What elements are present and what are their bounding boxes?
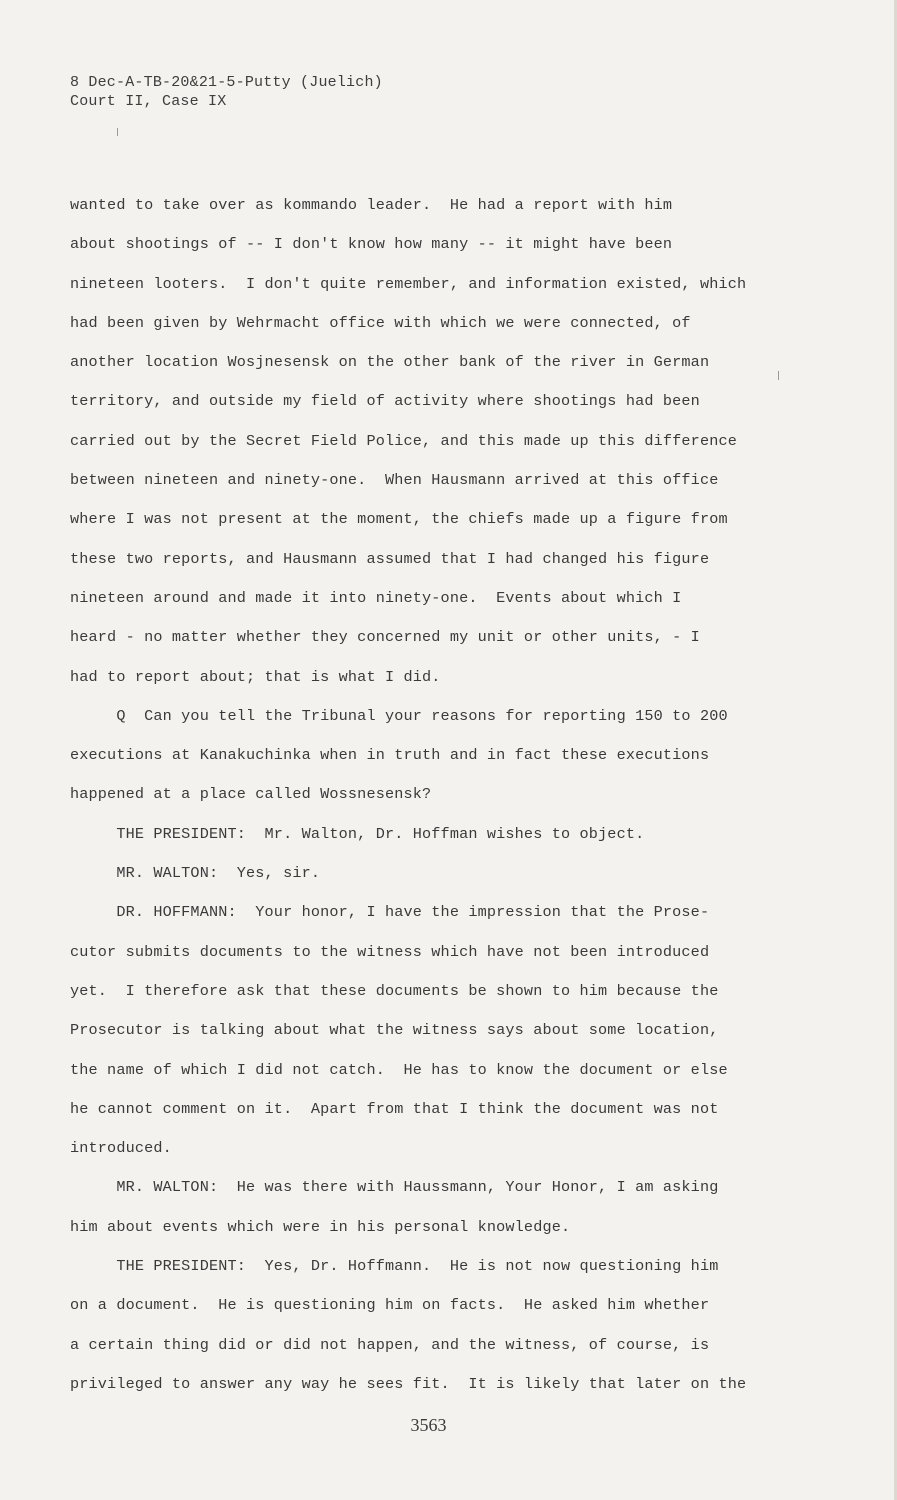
transcript-line: THE PRESIDENT: Mr. Walton, Dr. Hoffman wishes to object. <box>70 824 645 843</box>
transcript-line: nineteen around and made it into ninety-one. Events about which I <box>70 588 682 607</box>
transcript-line: THE PRESIDENT: Yes, Dr. Hoffmann. He is not now questioning him <box>70 1257 719 1276</box>
transcript-line: where I was not present at the moment, the chiefs made up a figure from <box>70 510 728 529</box>
transcript-body <box>70 186 790 1404</box>
transcript-line: privileged to answer any way he sees fit. It is likely that later on the <box>70 1374 747 1393</box>
header-court: Court II, Case IX <box>70 93 227 110</box>
transcript-line: had to report about; that is what I did. <box>70 667 441 686</box>
transcript-line: territory, and outside my field of activity where shootings had been <box>70 392 700 411</box>
transcript-line: Prosecutor is talking about what the witness says about some location, <box>70 1021 719 1040</box>
transcript-line: Q Can you tell the Tribunal your reasons for reporting 150 to 200 <box>70 706 728 725</box>
transcript-line: happened at a place called Wossnesensk? <box>70 785 432 804</box>
transcript-line: the name of which I did not catch. He has to know the document or else <box>70 1060 728 1079</box>
transcript-line: nineteen looters. I don't quite remember, and information existed, which <box>70 274 747 293</box>
document-header <box>70 73 383 111</box>
transcript-line: had been given by Wehrmacht office with which we were connected, of <box>70 313 691 332</box>
page-number: 3563 <box>410 1415 447 1435</box>
transcript-line: yet. I therefore ask that these documents be shown to him because the <box>70 981 719 1000</box>
transcript-line: DR. HOFFMANN: Your honor, I have the impression that the Prose- <box>70 903 710 922</box>
transcript-line: introduced. <box>70 1139 172 1158</box>
transcript-line: executions at Kanakuchinka when in truth and in fact these executions <box>70 746 710 765</box>
transcript-line: he cannot comment on it. Apart from that I think the document was not <box>70 1099 719 1118</box>
header-reference: 8 Dec-A-TB-20&21-5-Putty (Juelich) <box>70 74 383 91</box>
transcript-line: MR. WALTON: He was there with Haussmann, Your Honor, I am asking <box>70 1178 719 1197</box>
transcript-line: these two reports, and Hausmann assumed that I had changed his figure <box>70 549 710 568</box>
transcript-line: cutor submits documents to the witness which have not been introduced <box>70 942 710 961</box>
transcript-line: MR. WALTON: Yes, sir. <box>70 864 321 883</box>
transcript-line: about shootings of -- I don't know how many -- it might have been <box>70 235 673 254</box>
transcript-line: on a document. He is questioning him on facts. He asked him whether <box>70 1296 710 1315</box>
stray-mark <box>117 128 118 136</box>
transcript-line: another location Wosjnesensk on the other bank of the river in German <box>70 353 710 372</box>
transcript-line: between nineteen and ninety-one. When Hausmann arrived at this office <box>70 471 719 490</box>
transcript-line: a certain thing did or did not happen, and the witness, of course, is <box>70 1335 710 1354</box>
transcript-line: heard - no matter whether they concerned my unit or other units, - I <box>70 628 700 647</box>
transcript-line: wanted to take over as kommando leader. He had a report with him <box>70 196 673 214</box>
transcript-line: carried out by the Secret Field Police, and this made up this difference <box>70 431 738 450</box>
transcript-line: him about events which were in his personal knowledge. <box>70 1217 571 1236</box>
